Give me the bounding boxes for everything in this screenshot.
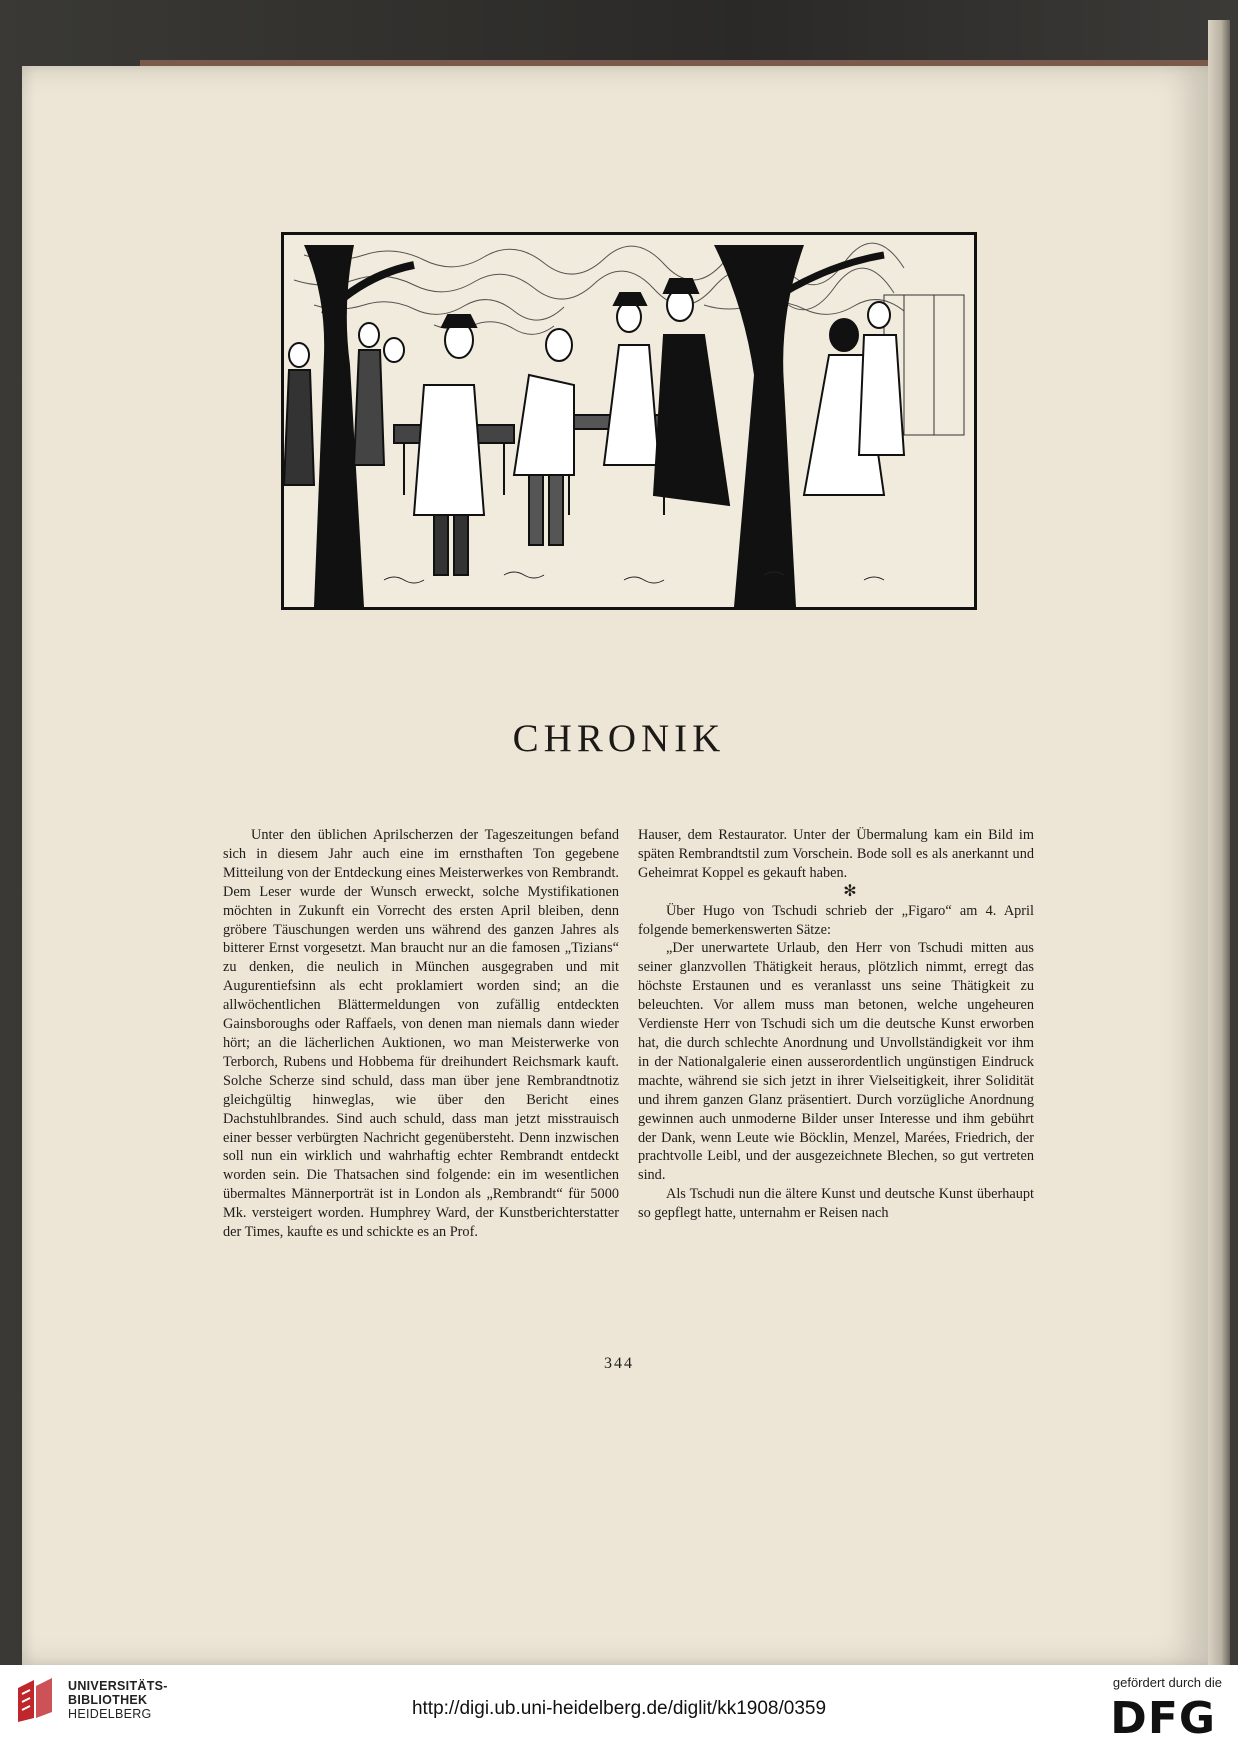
illustration-drawing	[284, 235, 974, 607]
paragraph: Unter den üblichen Aprilscherzen der Tageszeitungen befand sich in diesem Jahr auch eine im ernsthaften Ton gegebene Mitteilung von der Entdeckung eines Meisterwerkes von Rembrandt. Dem Leser wurde der Wunsch erweckt, solche Mystifikationen möchten in Zukunft ein Vorrecht des ersten April bleiben, denn gröbere Täuschungen werden uns während des ganzen Jahres als bitterer Ernst vorgesetzt. Man braucht nur an die famosen „Tizians“ zu denken, die neulich in München ausgegraben und mit Augurentiefsinn als echt proklamiert worden sind; an die allwöchentlichen Blättermeldungen von zufällig entdeckten Gainsboroughs oder Raffaels, von denen man niemals dann wieder hört; an die lächerlichen Auktionen, wo man Meisterwerke von Terborch, Rubens und Hobbema für dreihundert Reichsmark kauft. Solche Scherze sind schuld, dass man über jene Rembrandtnotiz gleichgültig hinweglas, wie über den Bericht eines Dachstuhlbrandes. Sind auch schuld, dass man jetzt misstrauisch einer besser verbürgten Nachricht gegenübersteht. Denn inzwischen soll nun ein wirklich und wahrhaftig echter Rembrandt entdeckt worden sein. Die Thatsachen sind folgende: ein im wesentlichen übermaltes Männerporträt ist in London als „Rembrandt“ für 5000 Mk. versteigert worden. Humphrey Ward, der Kunstberichterstatter der Times, kaufte es und schickte es an Prof.	[223, 827, 619, 1241]
source-url-link[interactable]: http://digi.ub.uni-heidelberg.de/diglit/kk1908/0359	[411, 1698, 827, 1719]
paragraph-continuation: Hauser, dem Restaurator. Unter der Übermalung kam ein Bild im späten Rembrandtstil zum Vorschein. Bode soll es als anerkannt und Geheimrat Koppel es gekauft haben.	[638, 827, 1034, 881]
page-title: CHRONIK	[512, 717, 726, 760]
paragraph: Als Tschudi nun die ältere Kunst und deutsche Kunst überhaupt so gepflegt hatte, unternahm er Reisen nach	[638, 1186, 1034, 1222]
library-line-2: BIBLIOTHEK	[68, 1693, 148, 1707]
right-column	[638, 826, 1034, 1223]
asterism-icon: ✻	[843, 882, 857, 900]
funded-by-label: gefördert durch die	[1112, 1675, 1222, 1690]
footer-banner	[0, 1665, 1238, 1753]
page-edge	[1208, 20, 1230, 1665]
paragraph: „Der unerwartete Urlaub, den Herr von Tschudi mitten aus seiner glanzvollen Thätigkeit heraus, plötzlich nimmt, erregt das höchste Erstaunen und es veranlasst uns seine Thätigkeit zu beleuchten. Vor allem muss man betonen, welche ungeheuren Verdienste Herr von Tschudi sich um die deutsche Kunst erworben hat, die durch schlechte Anordnung und Unvollständigkeit vor ihm in der Nationalgalerie einen ausserordentlich ungünstigen Eindruck machte, während sie sich jetzt in ihrer Vielseitigkeit, ihrer Solidität und ihrem ganzen Glanz präsentiert. Durch vorzügliche Anordnung gewinnen auch unmoderne Bilder unser Interesse und ihm gebührt der Dank, wenn Leute wie Böcklin, Menzel, Marées, Friedrich, der prachtvolle Leibl, und der ausgezeichnete Blechen, so gut vertreten sind.	[638, 940, 1034, 1184]
dfg-logo[interactable]: DFG	[1110, 1693, 1216, 1744]
left-column	[223, 826, 619, 1242]
library-line-3: HEIDELBERG	[68, 1707, 152, 1721]
page-number: 344	[604, 1355, 634, 1372]
library-line-1: UNIVERSITÄTS-	[68, 1679, 168, 1693]
paragraph: Über Hugo von Tschudi schrieb der „Figaro“ am 4. April folgende bemerkenswerten Sätze:	[638, 902, 1034, 938]
book-stall-illustration	[281, 232, 977, 610]
